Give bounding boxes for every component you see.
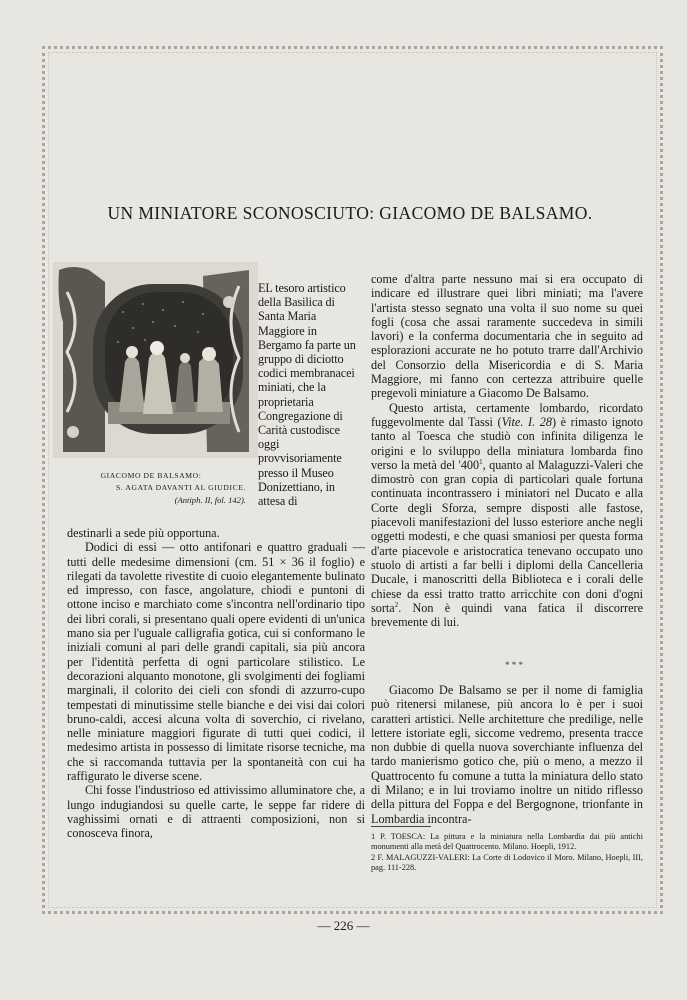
paragraph-4-part-a: Questo artista, certamente lombardo, ricordato fuggevolmente dal Tassi ( bbox=[371, 400, 643, 429]
footnote-2: 2 F. MALAGUZZI-VALERI: La Corte di Lodovico il Moro. Milano, Hoepli, III, pag. 111-228. bbox=[371, 853, 643, 872]
footnote-rule bbox=[371, 826, 431, 827]
paragraph-4-part-b: ) è rimasto ignoto tanto al Toesca che studiò con infinita diligenza le origini e lo sviluppo della miniatura lombarda fino verso la metà del '400 bbox=[371, 414, 644, 472]
paragraph-4 bbox=[371, 401, 643, 630]
intro-text-beside-initial: EL tesoro artistico della Basilica di Santa Maria Maggiore in Bergamo fa parte un gruppo di diciotto codici membranacei miniati, che la proprietaria Congregazione di Carità custodisce oggi provvisoriamente presso il Museo Donizettiano, in attesa di bbox=[258, 281, 356, 509]
paragraph-3-continuation: come d'altra parte nessuno mai si era occupato di indicare ed illustrare quei libri miniati; ma l'avere l'artista stesso segnato una volta il suo nome su quei fogli (cosa che assai raramente succedeva in simili lavori) e la conferma documentaria che in seguito ad esplorazioni accurate ne ho potuto trarre dall'Archivio del Consorzio della Misericordia e di S. Maria Maggiore, mi fanno con certezza attribuire quelle pregevoli miniature a Giacomo De Balsamo. bbox=[371, 272, 643, 401]
paragraph-1-continuation: destinarli a sede più opportuna. bbox=[67, 526, 220, 540]
page-number: — 226 — bbox=[317, 918, 370, 933]
right-column-bottom bbox=[371, 683, 643, 826]
caption-subject: S. AGATA DAVANTI AL GIUDICE. bbox=[116, 483, 246, 492]
left-column bbox=[67, 526, 365, 841]
separator-asterisks: * * * bbox=[505, 660, 523, 670]
caption-source: (Antiph. II, fol. 142). bbox=[174, 495, 246, 505]
section-separator bbox=[505, 660, 523, 670]
paragraph-3: Chi fosse l'industrioso ed attivissimo alluminatore che, a lungo indugiandosi su quelle carte, le seppe far ridere di vaghissimi ornati e di attraenti composizioni, non si conosceva finora, bbox=[67, 783, 365, 841]
illuminated-initial-n bbox=[53, 262, 258, 458]
article-title: UN MINIATORE SCONOSCIUTO: GIACOMO DE BALSAMO. bbox=[107, 203, 593, 223]
footnote-1: 1 P. TOESCA: La pittura e la miniatura nella Lombardia dai più antichi monumenti alla metà del Quattrocento. Milano. Hoepli, 1912. bbox=[371, 832, 643, 851]
paragraph-4-part-d: . Non è quindi vana fatica il discorrere brevemente di lui. bbox=[371, 600, 643, 630]
paragraph-4-part-c: , quanto al Malaguzzi-Valeri che dimostrò con gran copia di particolari quale fortuna continuata incontrassero i miniatori nel Ducato e alla Corte degli Sforza, sempre disposti alle fastose, piacevoli manifestazioni del lusso esteriore anche negli oggetti modesti, e che quasi smaniosi per questa forma d'arte piacevole e aristocratica tenevano occupato uno stuolo di artisti a far belli i diplomi della Cancelleria Ducale, i manoscritti della Biblioteca e i corali delle chiese da essi tratto tratto arricchite con doni d'ogni sorta bbox=[371, 457, 643, 615]
footnote-ref-1: 1 bbox=[479, 457, 483, 466]
paragraph-5: Giacomo De Balsamo se per il nome di famiglia può ritenersi milanese, più ancora lo è per i suoi caratteri artistici. Nelle architetture che predilige, nelle lettere istoriate egli, siccome vedremo, presenta tracce non dubbie di quella nuova soverchiante influenza del tardo manierismo gotico che, più o meno, a mezzo il Quattrocento fu comune a tutta la miniatura dello stato di Milano; e in lui troviamo inoltre un nitido riflesso della pittura del Foppa e del Bergognone, trionfante in Lombardia incontra- bbox=[371, 683, 643, 826]
caption-artist: GIACOMO DE BALSAMO: bbox=[100, 471, 202, 480]
citation-tassi: Vite. I. 28 bbox=[501, 414, 552, 429]
right-column-top bbox=[371, 272, 643, 629]
footnotes bbox=[371, 832, 643, 874]
paragraph-2: Dodici di essi — otto antifonari e quattro graduali — tutti delle medesime dimensioni (cm. 51 × 36 il foglio) e rilegati da tavolette rivestite di cuoio elegantemente bulinato ed impresso, con fasce, angolature, chiodi e puntoni di ottone inciso e marchiato come s'incontra nell'ordinario tipo dei libri corali, si presentano quali opere evidenti di un'unica mano sia per l'uguale calligrafia gotica, cui si conformano le iniziali comuni al pari delle grandi capitali, sia più ancora per l'identità perfetta di ogni particolare stilistico. Le decorazioni alquanto monotone, gli svolgimenti dei fogliami marginali, il colorito dei cieli con sfondi di azzurro-cupo tempestati di minutissime stelle bianche e dei visi dai colori bruno-caldi, accesi alcuna volta di soverchio, ci rivelano, nelle miniature maggiori figurate di tutti quei codici, il medesimo artista in possesso di limitate risorse tecniche, ma che si raccomanda tuttavia per la spontaneità con cui ha raffigurato le diverse scene. bbox=[67, 540, 365, 784]
footnote-ref-2: 2 bbox=[394, 600, 399, 609]
illustration-caption bbox=[56, 470, 246, 506]
